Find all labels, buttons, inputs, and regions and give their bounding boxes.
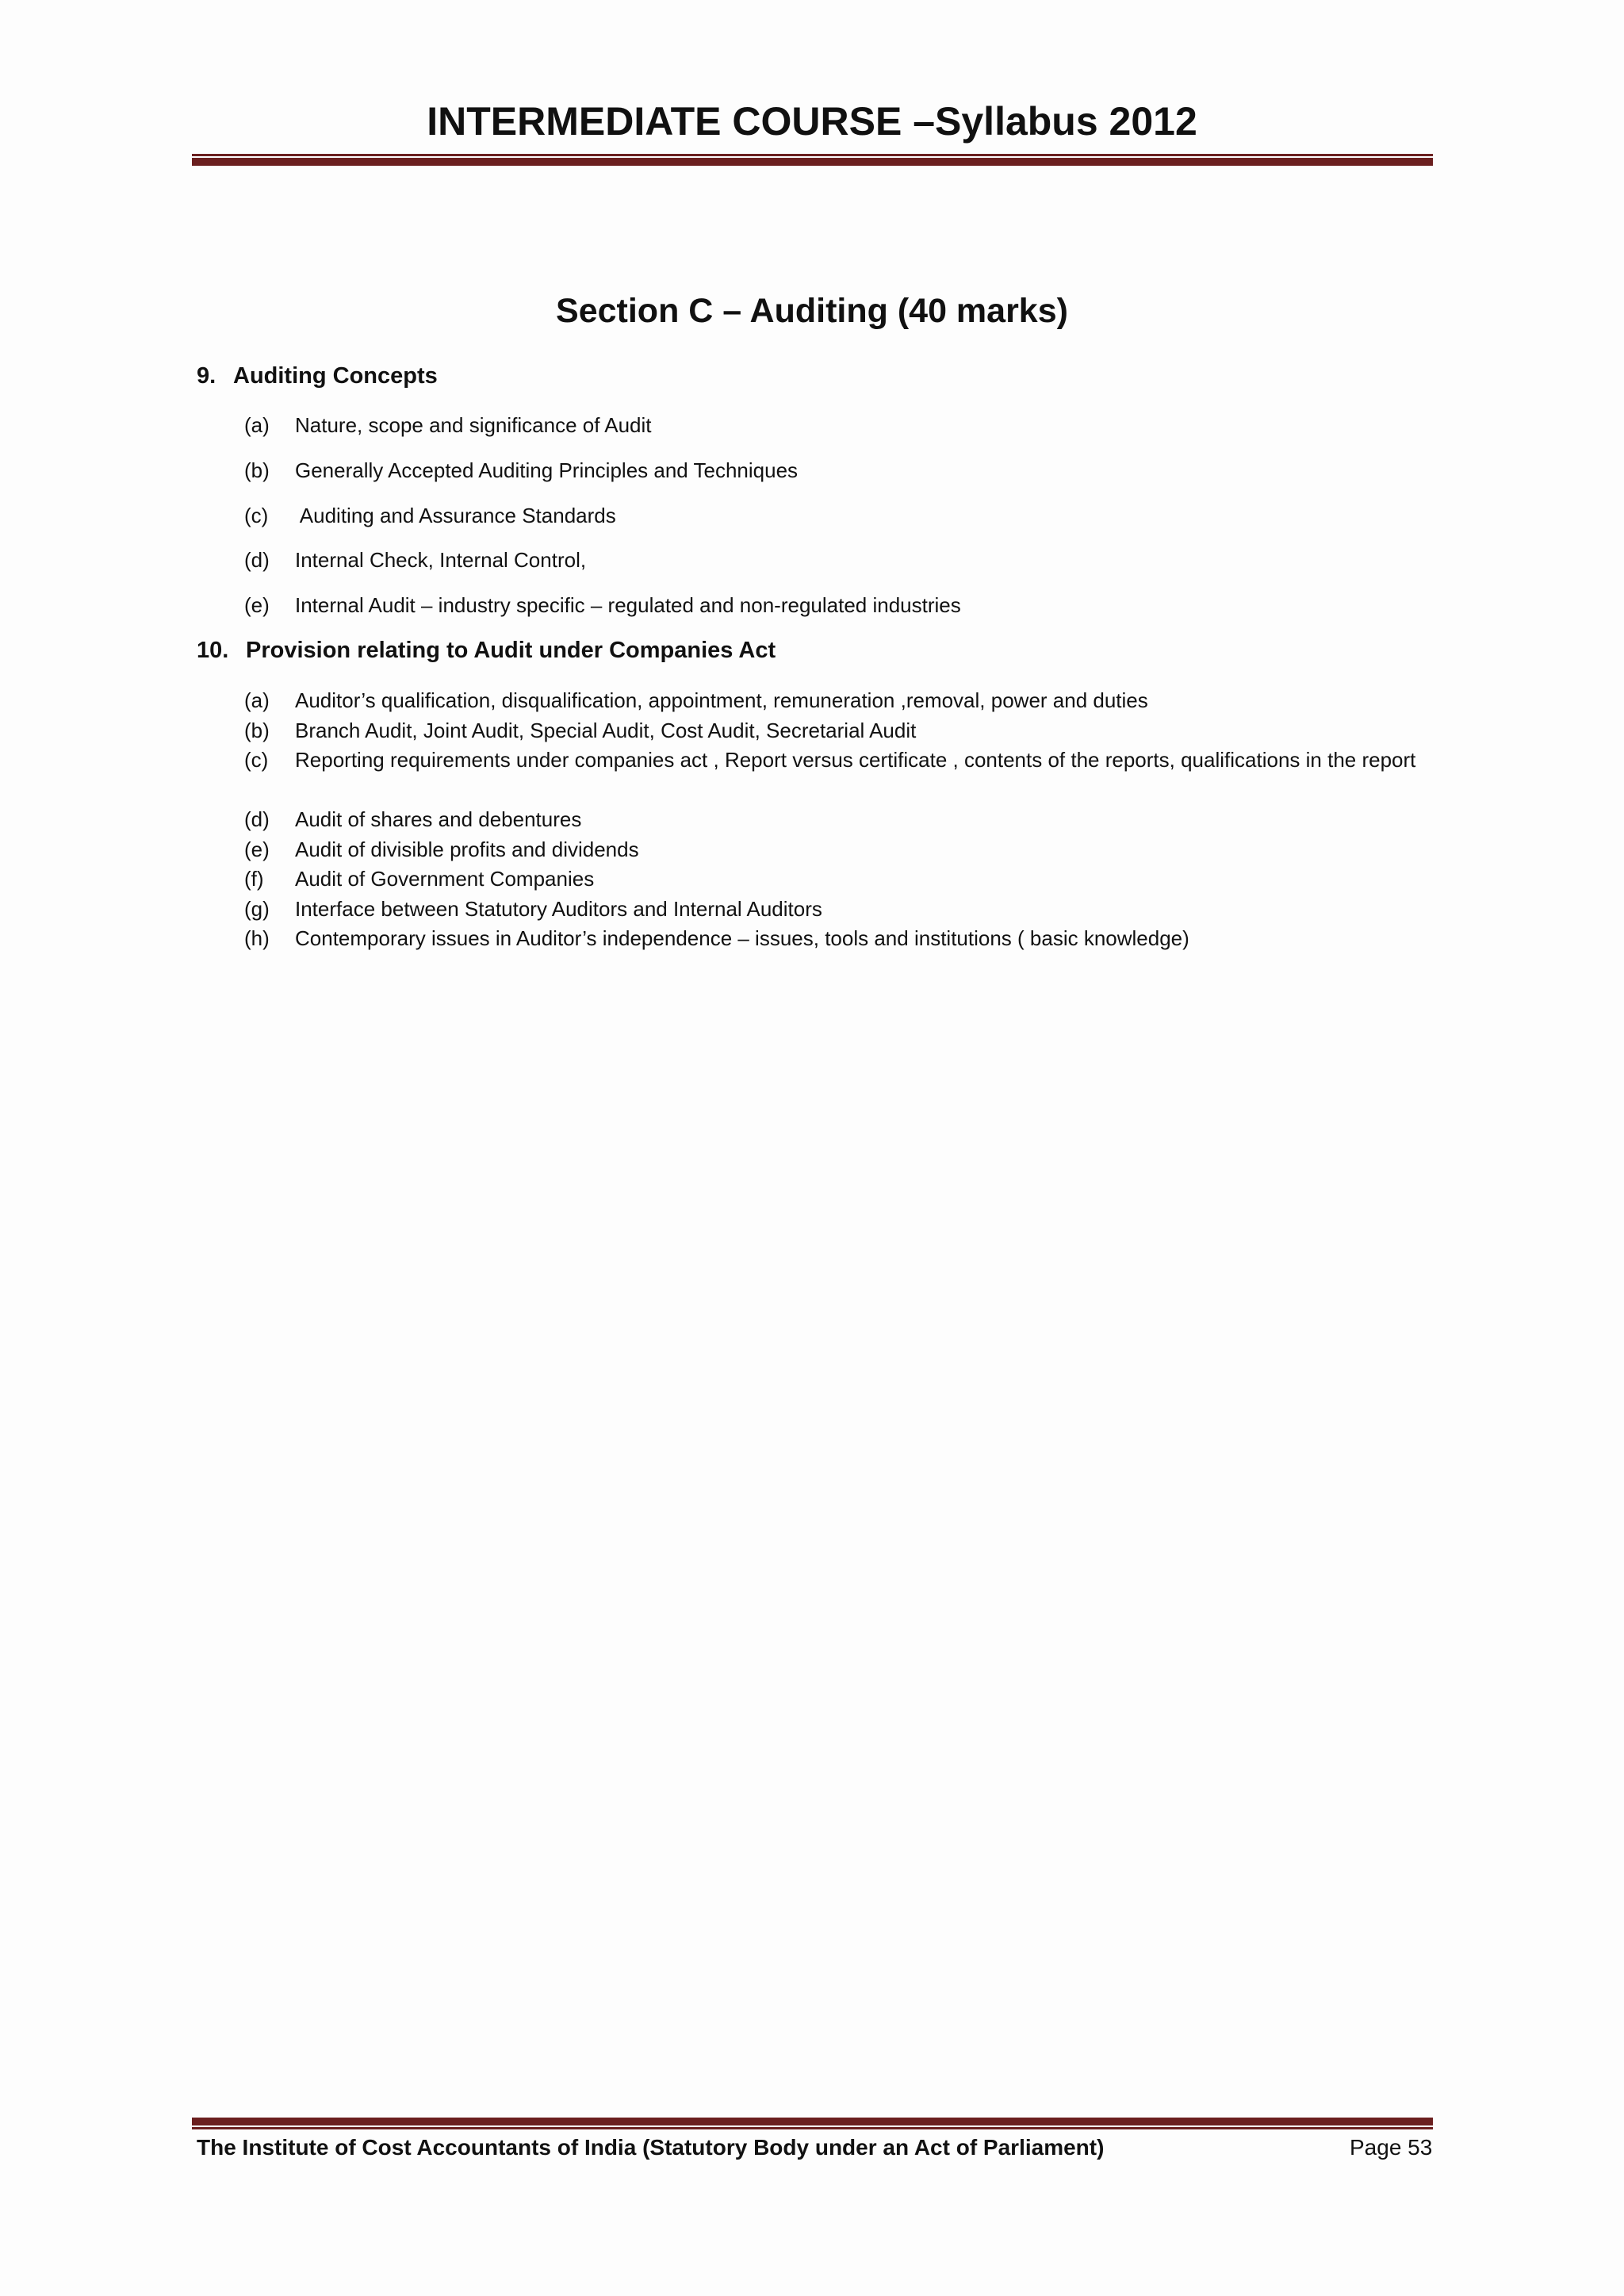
item-label: (a) [244, 413, 270, 437]
item-text: Audit of Government Companies [295, 867, 595, 891]
item-label: (a) [244, 688, 270, 712]
item-label: (f) [244, 867, 264, 891]
item-label: (b) [244, 458, 270, 482]
group-heading-9 [197, 363, 438, 389]
item-label: (g) [244, 897, 270, 921]
footer-rule-thin [192, 2127, 1433, 2129]
item-text: Auditor’s qualification, disqualification, appointment, remuneration ,removal, power and duties [295, 688, 1148, 712]
item-text: Nature, scope and significance of Audit [295, 413, 652, 437]
item-text: Audit of divisible profits and dividends [295, 838, 639, 861]
page-header-title: INTERMEDIATE COURSE –Syllabus 2012 [427, 99, 1197, 144]
footer-rule-thick [192, 2118, 1433, 2125]
group-number: 9. [197, 363, 216, 389]
item-text: Contemporary issues in Auditor’s independence – issues, tools and institutions ( basic knowledge) [295, 926, 1189, 950]
group-heading-10 [197, 638, 776, 664]
item-label: (d) [244, 807, 270, 831]
item-text: Branch Audit, Joint Audit, Special Audit, Cost Audit, Secretarial Audit [295, 719, 917, 742]
item-label: (e) [244, 593, 270, 617]
group-title: Provision relating to Audit under Companies Act [246, 638, 776, 663]
item-label: (c) [244, 748, 269, 772]
footer-page-number: Page 53 [1350, 2135, 1433, 2160]
item-text: Auditing and Assurance Standards [295, 504, 616, 527]
item-label: (h) [244, 926, 270, 950]
item-label: (e) [244, 838, 270, 861]
item-label: (c) [244, 504, 269, 527]
header-rule-thin [192, 154, 1433, 156]
group-title: Auditing Concepts [233, 363, 438, 389]
item-text: Reporting requirements under companies act , Report versus certificate , contents of the reports, qualifications in the report [295, 748, 1416, 772]
item-text: Audit of shares and debentures [295, 807, 582, 831]
section-title: Section C – Auditing (40 marks) [556, 292, 1068, 330]
group-number: 10. [197, 638, 229, 663]
item-text: Internal Check, Internal Control, [295, 548, 587, 572]
item-text: Interface between Statutory Auditors and Internal Auditors [295, 897, 822, 921]
item-label: (d) [244, 548, 270, 572]
header-rule-thick [192, 158, 1433, 166]
item-label: (b) [244, 719, 270, 742]
item-text: Generally Accepted Auditing Principles and Techniques [295, 458, 799, 482]
footer-institute-name: The Institute of Cost Accountants of India (Statutory Body under an Act of Parliament) [197, 2135, 1105, 2160]
item-text: Internal Audit – industry specific – regulated and non-regulated industries [295, 593, 961, 617]
